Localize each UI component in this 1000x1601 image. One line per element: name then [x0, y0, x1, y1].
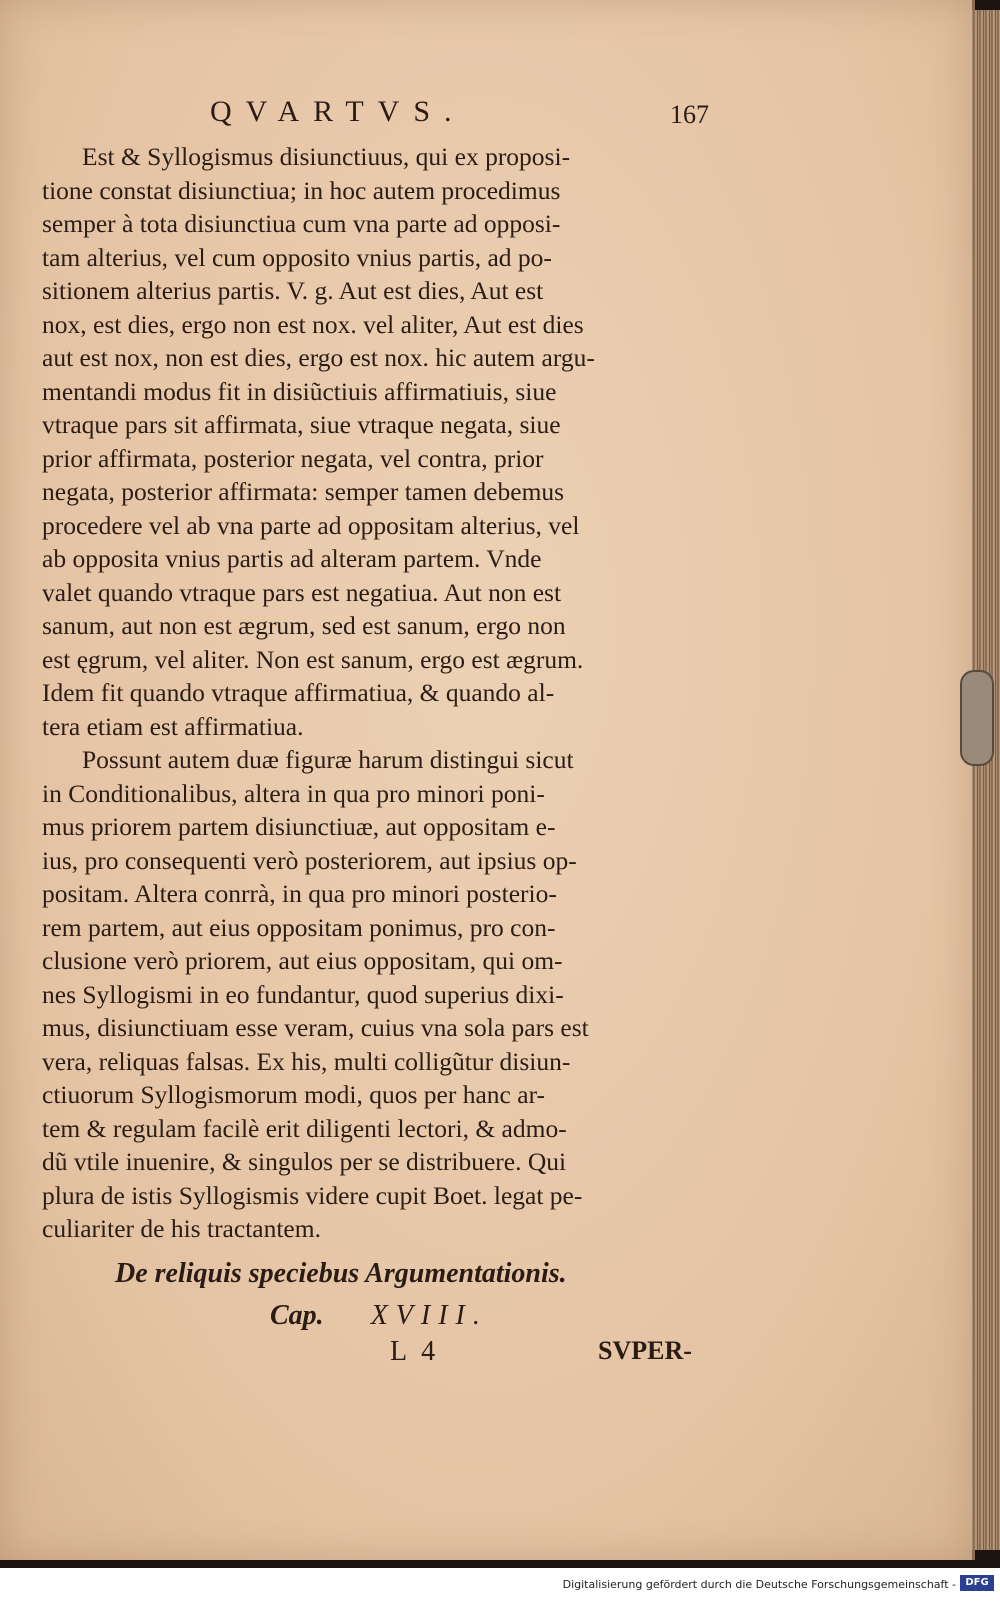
- text-line: Idem fit quando vtraque affirmatiua, & quando al-: [42, 678, 555, 707]
- text-line: nox, est dies, ergo non est nox. vel aliter, Aut est dies: [42, 309, 584, 339]
- text-line: Est & Syllogismus disiunctiuus, qui ex proposi-: [82, 142, 571, 171]
- text-line: Possunt autem duæ figuræ harum distingui sicut: [82, 745, 574, 774]
- chapter-number: XVIII.: [370, 1300, 488, 1331]
- text-line: mus priorem partem disiunctiuæ, aut oppositam e-: [42, 812, 556, 841]
- text-line: vtraque pars sit affirmata, siue vtraque negata, siue: [42, 410, 561, 439]
- catchword: SVPER-: [598, 1336, 692, 1365]
- text-line: mentandi modus fit in disiũctiuis affirmatiuis, siue: [42, 376, 557, 406]
- dfg-logo: DFG: [960, 1575, 994, 1591]
- text-line: ius, pro consequenti verò posteriorem, aut ipsius op-: [42, 845, 577, 875]
- chapter-line: [270, 1300, 488, 1332]
- text-line: culiariter de his tractantem.: [42, 1214, 321, 1243]
- text-line: procedere vel ab vna parte ad oppositam alterius, vel: [42, 510, 580, 540]
- text-line: plura de istis Syllogismis videre cupit Boet. legat pe-: [42, 1180, 583, 1210]
- text-line: nes Syllogismi in eo fundantur, quod superius dixi-: [42, 979, 564, 1009]
- text-line: sanum, aut non est ægrum, sed est sanum, ergo non: [42, 611, 566, 640]
- text-line: prior affirmata, posterior negata, vel contra, prior: [42, 443, 544, 473]
- text-line: in Conditionalibus, altera in qua pro minori poni-: [42, 778, 545, 808]
- text-line: tam alterius, vel cum opposito vnius partis, ad po-: [42, 242, 552, 272]
- text-line: semper à tota disiunctiua cum vna parte ad opposi-: [42, 209, 561, 238]
- text-line: positam. Altera conrrà, in qua pro minori posterio-: [42, 879, 557, 908]
- page-edges: [972, 10, 1000, 1550]
- text-line: negata, posterior affirmata: semper tamen debemus: [42, 477, 565, 506]
- text-line: tione constat disiunctiua; in hoc autem procedimus: [42, 175, 561, 205]
- page-number: 167: [670, 100, 709, 129]
- chapter-label: Cap.: [270, 1300, 324, 1331]
- text-line: dũ vtile inuenire, & singulos per se distribuere. Qui: [42, 1147, 567, 1176]
- text-line: tem & regulam facilè erit diligenti lectori, & admo-: [42, 1113, 567, 1143]
- text-line: vera, reliquas falsas. Ex his, multi colligũtur disiun-: [42, 1046, 571, 1076]
- text-line: ab opposita vnius partis ad alteram partem. Vnde: [42, 544, 542, 573]
- section-heading: De reliquis speciebus Argumentationis.: [115, 1258, 567, 1289]
- text-line: ctiuorum Syllogismorum modi, quos per hanc ar-: [42, 1080, 546, 1109]
- text-line: sitionem alterius partis. V. g. Aut est dies, Aut est: [42, 276, 544, 305]
- footer-credit: Digitalisierung gefördert durch die Deutsche Forschungsgemeinschaft -: [562, 1578, 956, 1591]
- text-line: valet quando vtraque pars est negatiua. Aut non est: [42, 577, 562, 607]
- text-line: tera etiam est affirmatiua.: [42, 711, 304, 741]
- text-line: est ęgrum, vel aliter. Non est sanum, ergo est ægrum.: [42, 644, 584, 674]
- signature-mark: L 4: [390, 1336, 440, 1367]
- text-line: aut est nox, non est dies, ergo est nox. hic autem argu-: [42, 343, 595, 372]
- text-line: mus, disiunctiuam esse veram, cuius vna sola pars est: [42, 1013, 589, 1042]
- bookmark-tab: [960, 670, 994, 766]
- running-head: QVARTVS.: [210, 95, 466, 128]
- text-line: clusione verò priorem, aut eius oppositam, qui om-: [42, 946, 563, 975]
- body-text: [42, 140, 732, 1246]
- text-line: rem partem, aut eius oppositam ponimus, pro con-: [42, 912, 556, 942]
